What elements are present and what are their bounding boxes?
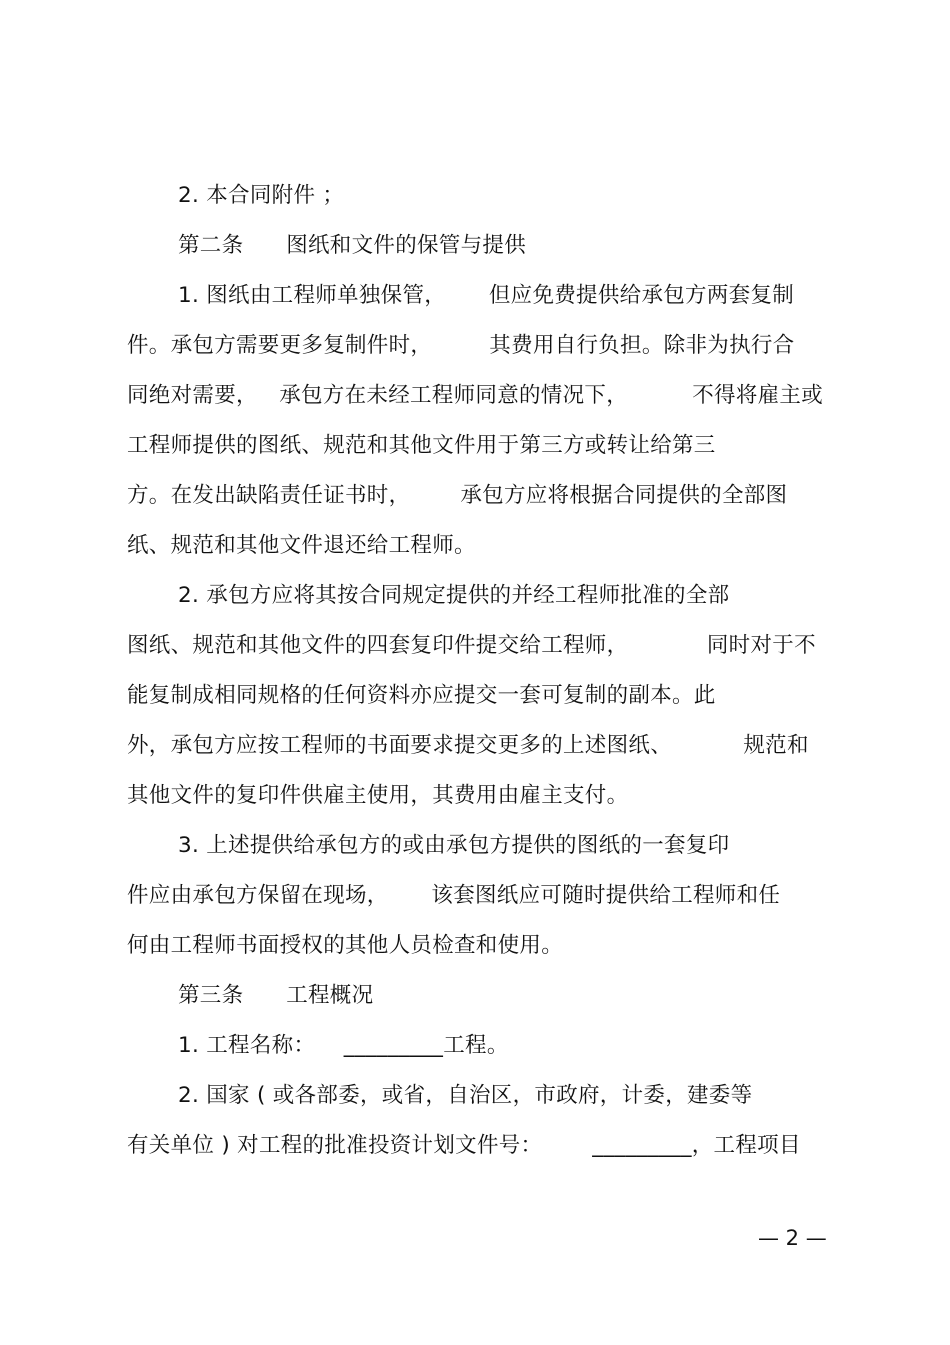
- text-line: 3. 上述提供给承包方的或由承包方提供的图纸的一套复印: [178, 833, 730, 858]
- text-line: 件。承包方需要更多复制件时， 其费用自行负担。除非为执行合: [127, 333, 795, 358]
- text-line: 2. 国家 ( 或各部委，或省，自治区，市政府，计委，建委等: [178, 1083, 753, 1108]
- heading-article-2: 第二条 图纸和文件的保管与提供: [178, 233, 527, 258]
- text-line: 外，承包方应按工程师的书面要求提交更多的上述图纸、 规范和: [127, 733, 809, 758]
- text-line: 图纸、规范和其他文件的四套复印件提交给工程师， 同时对于不: [127, 633, 816, 658]
- heading-article-3: 第三条 工程概况: [178, 983, 374, 1008]
- text-line-project-name: 1. 工程名称： _________工程。: [178, 1033, 509, 1058]
- text-line: 其他文件的复印件供雇主使用，其费用由雇主支付。: [127, 783, 629, 808]
- text-line-annex: 2. 本合同附件 ；: [178, 183, 345, 208]
- text-line: 2. 承包方应将其按合同规定提供的并经工程师批准的全部: [178, 583, 730, 608]
- text-line: 方。在发出缺陷责任证书时， 承包方应将根据合同提供的全部图: [127, 483, 788, 508]
- text-line: 1. 图纸由工程师单独保管， 但应免费提供给承包方两套复制: [178, 283, 795, 308]
- text-line: 有关单位 ) 对工程的批准投资计划文件号： _________，工程项目: [127, 1133, 801, 1158]
- text-line: 件应由承包方保留在现场， 该套图纸应可随时提供给工程师和任: [127, 883, 781, 908]
- text-line: 能复制成相同规格的任何资料亦应提交一套可复制的副本。此: [127, 683, 716, 708]
- text-line: 工程师提供的图纸、规范和其他文件用于第三方或转让给第三: [127, 433, 716, 458]
- page-number: — 2 —: [758, 1226, 827, 1250]
- text-line: 纸、规范和其他文件退还给工程师。: [127, 533, 476, 558]
- text-line: 何由工程师书面授权的其他人员检查和使用。: [127, 933, 564, 958]
- text-line: 同绝对需要， 承包方在未经工程师同意的情况下， 不得将雇主或: [127, 383, 824, 408]
